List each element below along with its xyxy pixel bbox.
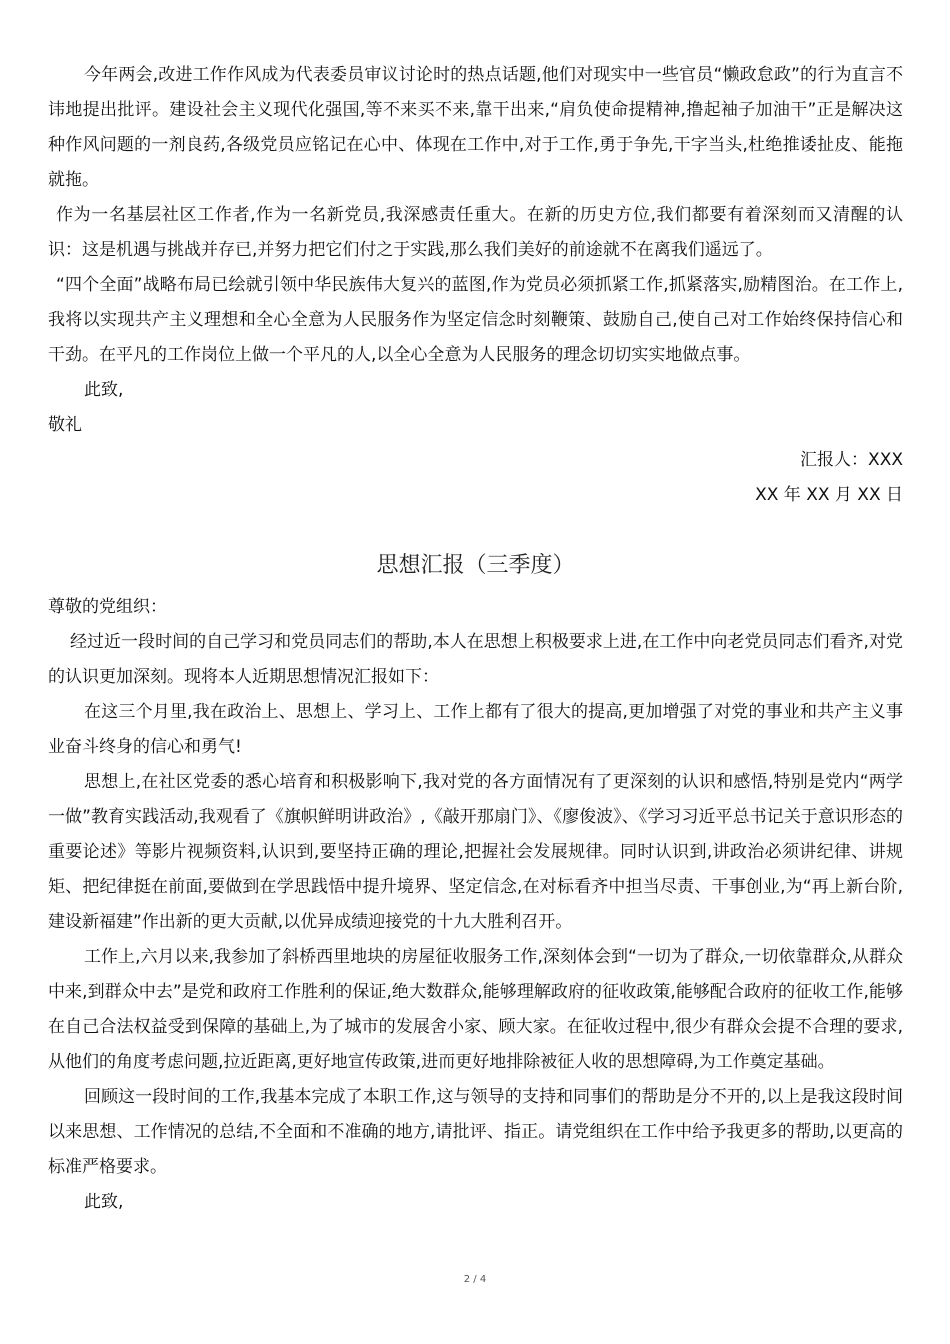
report-title: 思想汇报（三季度） (376, 553, 575, 578)
paragraph: “四个全面”战略布局已绘就引领中华民族伟大复兴的蓝图,作为党员必须抓紧工作,抓紧落实,励精图治。在工作上,我将以实现共产主义理想和全心全意为人民服务作为坚定信念时刻鞭策、鼓励自己,使自己对工作始终保持信心和干劲。在平凡的工作岗位上做一个平凡的人,以全心全意为人民服务的理念切切实实地做点事。 (48, 275, 903, 365)
salute: 敬礼 (48, 415, 82, 435)
paragraph: 工作上,六月以来,我参加了斜桥西里地块的房屋征收服务工作,深刻体会到“一切为了群众,一切依靠群众,从群众中来,到群众中去”是党和政府工作胜利的保证,绝大数群众,能够理解政府的征收政策,能够配合政府的征收工作,能够在自己合法权益受到保障的基础上,为了城市的发展舍小家、顾大家。在征收过程中,很少有群众会提不合理的要求,从他们的角度考虑问题,拉近距离,更好地宣传政策,进而更好地排除被征人收的思想障碍,为工作奠定基础。 (48, 947, 903, 1072)
paragraph: 回顾这一段时间的工作,我基本完成了本职工作,这与领导的支持和同事们的帮助是分不开的,以上是我这段时间以来思想、工作情况的总结,不全面和不准确的地方,请批评、指正。请党组织在工作中给予我更多的帮助,以更高的标准严格要求。 (48, 1087, 903, 1177)
paragraph: 经过近一段时间的自己学习和党员同志们的帮助,本人在思想上积极要求上进,在工作中向老党员同志们看齐,对党的认识更加深刻。现将本人近期思想情况汇报如下： (48, 632, 903, 687)
paragraph: 作为一名基层社区工作者,作为一名新党员,我深感责任重大。在新的历史方位,我们都要有着深刻而又清醒的认识：这是机遇与挑战并存已,并努力把它们付之于实践,那么我们美好的前途就不在离我们遥远了。 (48, 205, 903, 260)
paragraph: 在这三个月里,我在政治上、思想上、学习上、工作上都有了很大的提高,更加增强了对党的事业和共产主义事业奋斗终身的信心和勇气! (48, 702, 903, 757)
report-date: XX 年 XX 月 XX 日 (755, 485, 903, 505)
report-part-one (48, 58, 903, 513)
paragraph: 今年两会,改进工作作风成为代表委员审议讨论时的热点话题,他们对现实中一些官员“懒政怠政”的行为直言不讳地提出批评。建设社会主义现代化强国,等不来买不来,靠干出来,“肩负使命提精神,撸起袖子加油干”正是解决这种作风问题的一剂良药,各级党员应铭记在心中、体现在工作中,对于工作,勇于争先,干字当头,杜绝推诿扯皮、能拖就拖。 (48, 65, 903, 190)
closing-phrase: 此致, (84, 1192, 124, 1212)
report-part-two (48, 548, 903, 1220)
reporter-signature: 汇报人：XXX (800, 450, 903, 470)
page-number: 2 / 4 (463, 1274, 487, 1285)
paragraph: 思想上,在社区党委的悉心培育和积极影响下,我对党的各方面情况有了更深刻的认识和感悟,特别是党内“两学一做”教育实践活动,我观看了《旗帜鲜明讲政治》,《敲开那扇门》、《廖俊波》、《学习习近平总书记关于意识形态的重要论述》等影片视频资料,认识到,要坚持正确的理论,把握社会发展规律。同时认识到,讲政治必须讲纪律、讲规矩、把纪律挺在前面,要做到在学思践悟中提升境界、坚定信念,在对标看齐中担当尽责、干事创业,为“再上新台阶,建设新福建”作出新的更大贡献,以优异成绩迎接党的十九大胜利召开。 (48, 772, 903, 932)
greeting: 尊敬的党组织： (48, 597, 167, 617)
closing-phrase: 此致, (84, 380, 124, 400)
